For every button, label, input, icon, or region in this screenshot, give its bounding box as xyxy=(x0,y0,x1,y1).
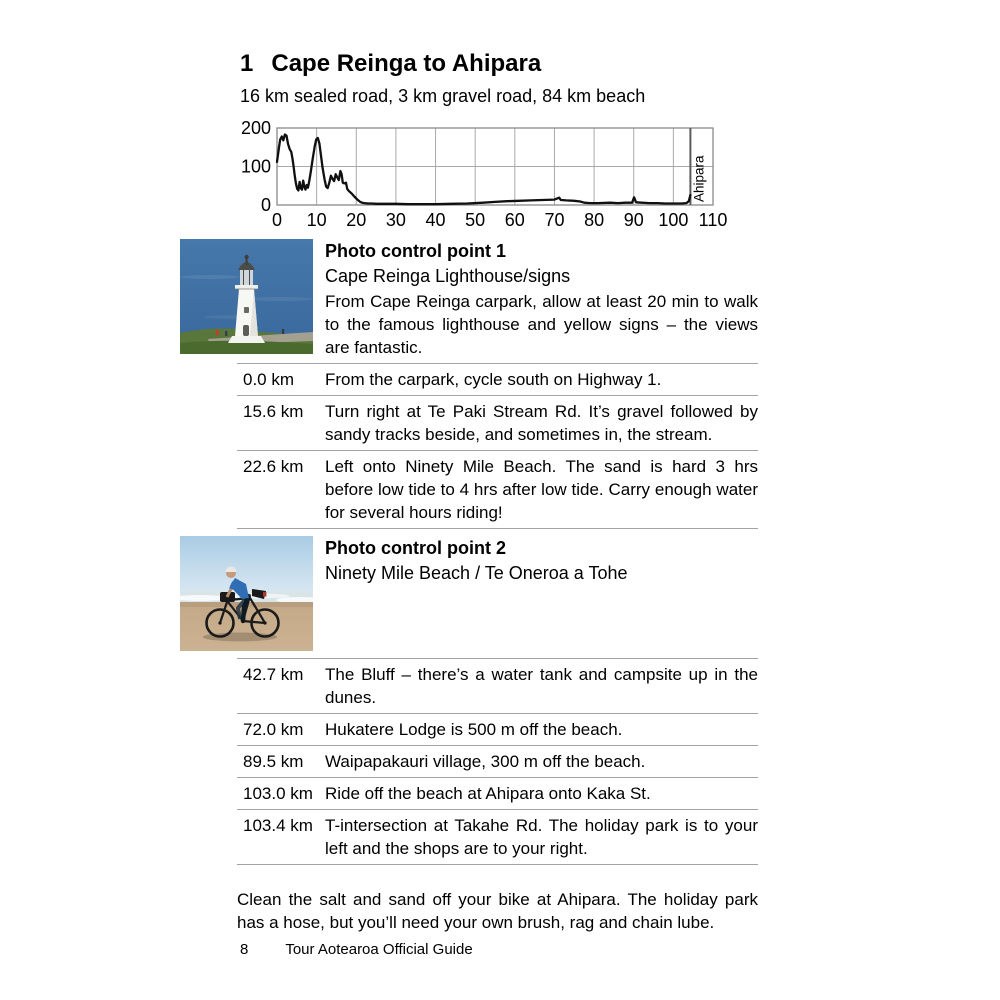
route-distance: 15.6 km xyxy=(243,402,304,421)
route-distance: 89.5 km xyxy=(243,752,304,771)
route-distance: 42.7 km xyxy=(243,665,304,684)
svg-text:10: 10 xyxy=(306,210,327,230)
lighthouse-photo-illustration xyxy=(180,239,313,354)
svg-text:100: 100 xyxy=(658,210,689,230)
footer-guide-title: Tour Aotearoa Official Guide xyxy=(285,941,473,958)
section-number: 1 xyxy=(240,50,254,77)
svg-text:20: 20 xyxy=(346,210,367,230)
x-axis-tick-labels xyxy=(272,210,727,230)
page-number: 8 xyxy=(240,941,249,958)
cape-reinga-lighthouse-photo xyxy=(180,239,313,354)
route-distance: 103.0 km xyxy=(243,784,313,803)
page-content xyxy=(180,50,758,951)
route-description: Ride off the beach at Ahipara onto Kaka St. xyxy=(325,784,651,803)
route-description: T-intersection at Takahe Rd. The holiday park is to your left and the shops are to your right. xyxy=(325,816,758,858)
photo-control-point-1-text xyxy=(325,239,758,359)
route-row xyxy=(237,714,758,745)
svg-text:90: 90 xyxy=(623,210,644,230)
elevation-line xyxy=(277,135,690,205)
section-title-text: Cape Reinga to Ahipara xyxy=(271,50,542,77)
route-row xyxy=(237,810,758,864)
svg-text:60: 60 xyxy=(504,210,525,230)
svg-text:70: 70 xyxy=(544,210,565,230)
elevation-profile-chart xyxy=(240,115,758,231)
route-row xyxy=(237,746,758,777)
svg-text:80: 80 xyxy=(584,210,605,230)
photo-control-point-1-subheading: Cape Reinga Lighthouse/signs xyxy=(325,266,571,286)
route-row xyxy=(237,396,758,450)
route-row xyxy=(237,778,758,809)
photo-control-point-1-body: From Cape Reinga carpark, allow at least 20 min to walk to the famous lighthouse and yellow signs – the views are fantastic. xyxy=(325,292,758,357)
section-subtitle: 16 km sealed road, 3 km gravel road, 84 km beach xyxy=(240,86,646,106)
ninety-mile-beach-cyclist-photo xyxy=(180,536,313,651)
route-description: From the carpark, cycle south on Highway 1. xyxy=(325,370,662,389)
route-description: Hukatere Lodge is 500 m off the beach. xyxy=(325,720,623,739)
route-distance: 22.6 km xyxy=(243,457,304,476)
svg-text:30: 30 xyxy=(385,210,406,230)
photo-control-point-1-section xyxy=(180,239,758,359)
route-description: Left onto Ninety Mile Beach. The sand is hard 3 hrs before low tide to 4 hrs after low tide. Carry enough water for several hours riding! xyxy=(325,457,758,522)
photo-control-point-2-heading: Photo control point 2 xyxy=(325,538,506,558)
svg-text:110: 110 xyxy=(698,210,728,230)
y-axis-tick-labels xyxy=(241,118,271,215)
route-description: The Bluff – there’s a water tank and campsite up in the dunes. xyxy=(325,665,758,707)
route-distance: 103.4 km xyxy=(243,816,313,835)
chart-gridlines xyxy=(277,128,713,205)
photo-control-point-2-subheading: Ninety Mile Beach / Te Oneroa a Tohe xyxy=(325,563,628,583)
ahipara-marker-label: Ahipara xyxy=(691,155,707,202)
svg-text:0: 0 xyxy=(271,210,283,230)
photo-control-point-2-section xyxy=(180,529,758,658)
route-distance: 72.0 km xyxy=(243,720,304,739)
svg-text:200: 200 xyxy=(240,118,271,138)
svg-text:50: 50 xyxy=(465,210,486,230)
section-title xyxy=(240,50,758,78)
svg-text:40: 40 xyxy=(425,210,446,230)
route-row xyxy=(237,659,758,713)
route-row xyxy=(237,364,758,395)
route-log xyxy=(237,363,758,934)
route-row xyxy=(237,451,758,528)
route-description: Waipapakauri village, 300 m off the beach. xyxy=(325,752,646,771)
person-figure xyxy=(216,330,219,336)
cyclist-photo-illustration xyxy=(180,536,313,651)
photo-control-point-1-heading: Photo control point 1 xyxy=(325,241,506,261)
photo-control-point-2-text xyxy=(325,536,758,651)
divider xyxy=(237,864,758,865)
page-footer xyxy=(240,941,473,959)
route-description: Turn right at Te Paki Stream Rd. It’s gravel followed by sandy tracks beside, and sometimes in, the stream. xyxy=(325,402,758,444)
svg-text:0: 0 xyxy=(260,195,271,215)
svg-text:100: 100 xyxy=(240,156,271,177)
maintenance-note: Clean the salt and sand off your bike at Ahipara. The holiday park has a hose, but you’ll need your own brush, rag and chain lube. xyxy=(237,890,758,932)
route-distance: 0.0 km xyxy=(243,370,295,389)
